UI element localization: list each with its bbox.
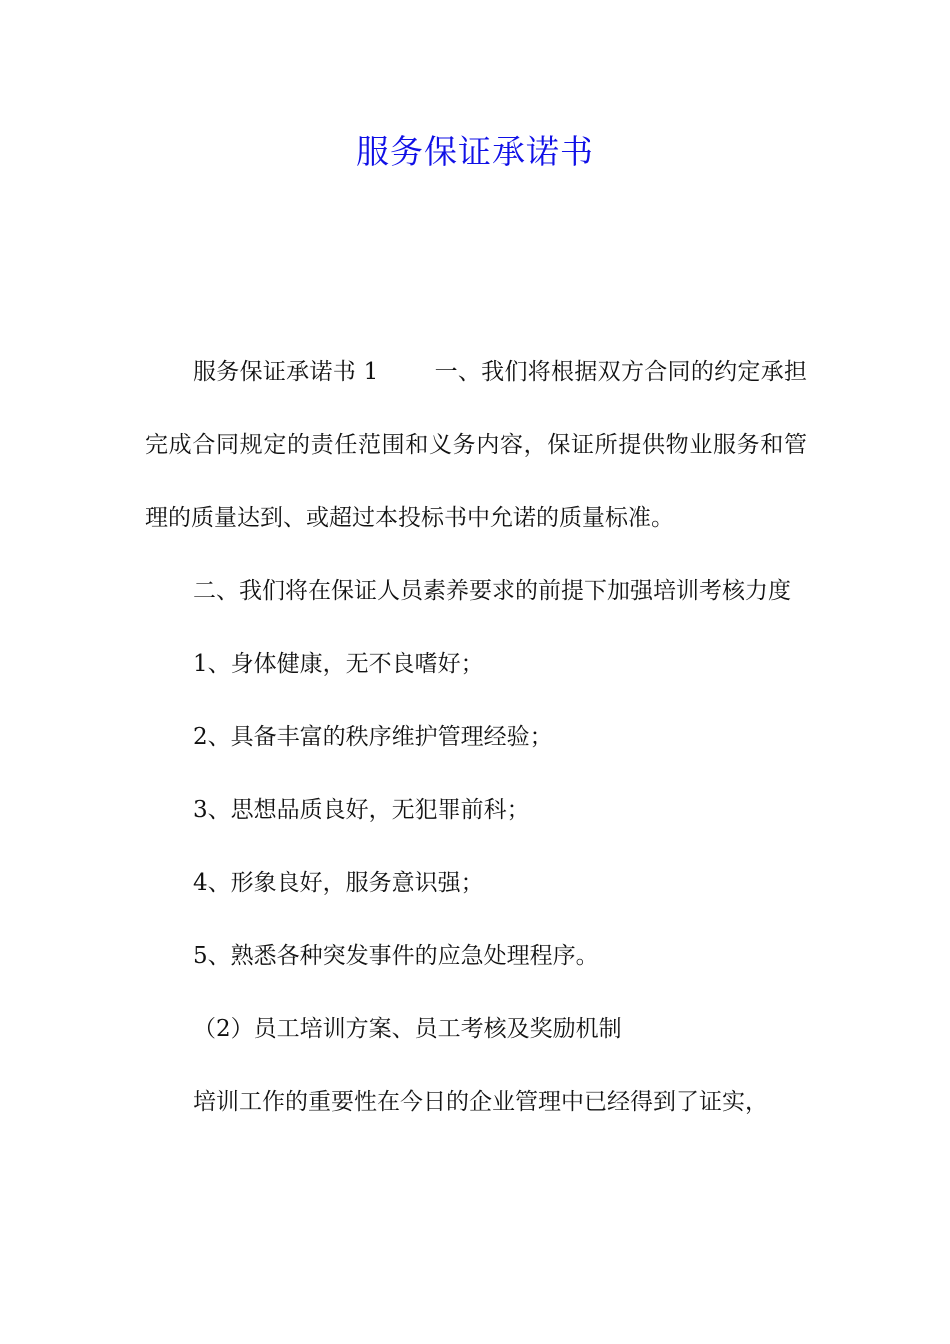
section-heading: （2）员工培训方案、员工考核及奖励机制 [193, 1016, 622, 1042]
document-body [145, 336, 807, 1139]
list-item-5: 5、熟悉各种突发事件的应急处理程序。 [193, 943, 599, 969]
paragraph-2: 二、我们将在保证人员素养要求的前提下加强培训考核力度 [193, 578, 791, 604]
paragraph-training: 培训工作的重要性在今日的企业管理中已经得到了证实， [193, 1089, 768, 1115]
paragraph-1-text: 一、我们将根据双方合同的约定承担完成合同规定的责任范围和义务内容，保证所提供物业服务和管理的质量达到、或超过本投标书中允诺的质量标准。 [145, 359, 807, 531]
paragraph-1 [145, 336, 807, 555]
paragraph-1-lead: 服务保证承诺书 1 [193, 359, 379, 385]
document-title: 服务保证承诺书 [356, 132, 594, 171]
list-item-4: 4、形象良好，服务意识强； [193, 870, 484, 896]
list-item-1: 1、身体健康，无不良嗜好； [193, 651, 484, 677]
list-item-2: 2、具备丰富的秩序维护管理经验； [193, 724, 553, 750]
list-item-3: 3、思想品质良好，无犯罪前科； [193, 797, 530, 823]
